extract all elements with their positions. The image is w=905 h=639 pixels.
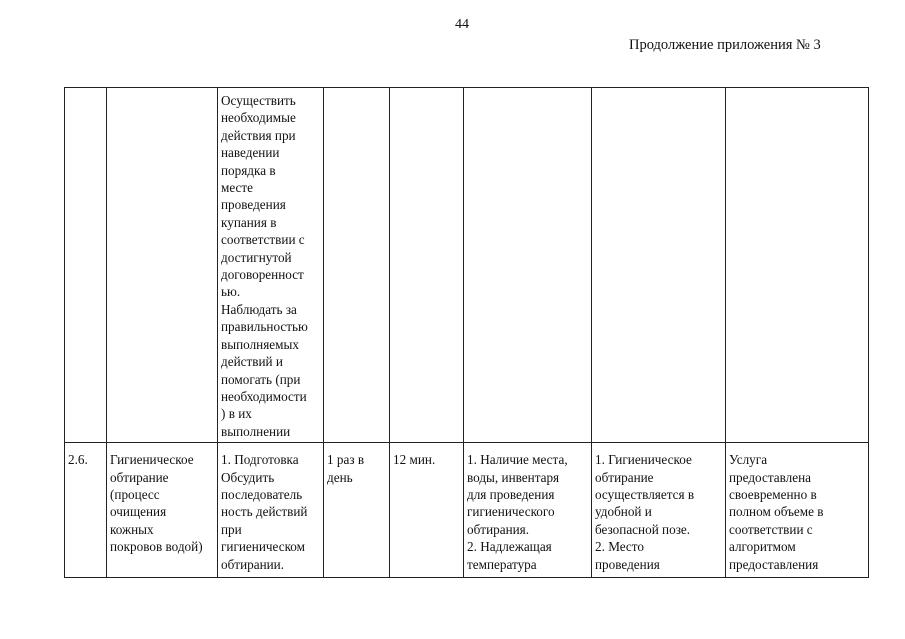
services-table [64, 87, 869, 578]
cell-frequency: 1 раз в день [324, 443, 390, 578]
page-number: 44 [455, 17, 469, 32]
cell-conditions: 1. Наличие места, воды, инвентаря для проведения гигиенического обтирания. 2. Надлежащая температура [464, 443, 592, 578]
cell-conditions [464, 88, 592, 443]
cell-duration: 12 мин. [390, 443, 464, 578]
cell-actions: 1. Подготовка Обсудить последователь ность действий при гигиеническом обтирании. [218, 443, 324, 578]
cell-quality [592, 88, 726, 443]
continuation-header: Продолжение приложения № 3 [629, 37, 821, 53]
cell-frequency [324, 88, 390, 443]
cell-evaluation: Услуга предоставлена своевременно в полном объеме в соответствии с алгоритмом предоставления [726, 443, 869, 578]
cell-number [65, 88, 107, 443]
cell-service-name: Гигиеническое обтирание (процесс очищения кожных покровов водой) [107, 443, 218, 578]
cell-duration [390, 88, 464, 443]
cell-number: 2.6. [65, 443, 107, 578]
table-row [65, 443, 869, 578]
cell-actions: Осуществить необходимые действия при наведении порядка в месте проведения купания в соответствии с достигнутой договоренност ью. Наблюдать за правильностью выполняемых действий и помогать (при необходимости ) в их выполнении [218, 88, 324, 443]
table-row [65, 88, 869, 443]
cell-service-name [107, 88, 218, 443]
cell-quality: 1. Гигиеническое обтирание осуществляется в удобной и безопасной позе. 2. Место проведения [592, 443, 726, 578]
cell-evaluation [726, 88, 869, 443]
